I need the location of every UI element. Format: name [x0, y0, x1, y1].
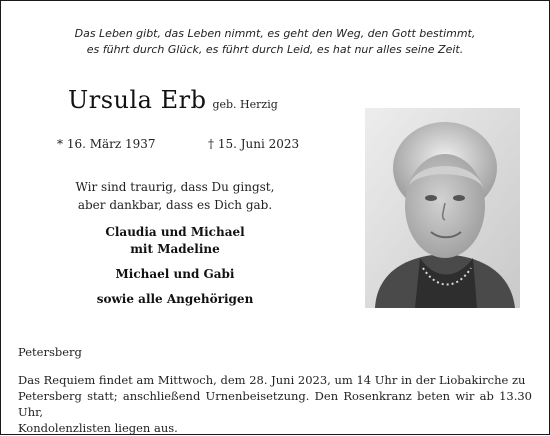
death-date: † 15. Juni 2023	[208, 137, 300, 151]
announcement-line-2: Petersberg statt; anschließend Urnenbeisetzung. Den Rosenkranz beten wir ab 13.30 Uhr,	[18, 389, 532, 419]
birth-date: * 16. März 1937	[57, 137, 156, 151]
mourner-line-1: Claudia und Michael	[105, 225, 245, 239]
announcement-line-3: Kondolenzlisten liegen aus.	[18, 421, 178, 435]
announcement-line-1: Das Requiem findet am Mittwoch, dem 28. Juni 2023, um 14 Uhr in der Liobakirche zu	[18, 373, 526, 387]
motto-line-1: Das Leben gibt, das Leben nimmt, es geht den Weg, den Gott bestimmt,	[74, 27, 476, 40]
mourner-line-3: Michael und Gabi	[115, 267, 235, 281]
motto-line-2: es führt durch Glück, es führt durch Leid, es hat nur alles seine Zeit.	[86, 43, 464, 56]
portrait-photo	[365, 108, 520, 308]
verse	[40, 178, 310, 214]
place: Petersberg	[18, 345, 82, 359]
verse-line-1: Wir sind traurig, dass Du gingst,	[75, 180, 275, 194]
mourners	[40, 224, 310, 308]
deceased-name-row	[68, 86, 278, 114]
motto	[0, 26, 550, 58]
verse-line-2: aber dankbar, dass es Dich gab.	[77, 198, 273, 212]
mourner-line-2: mit Madeline	[130, 242, 220, 256]
mourner-line-4: sowie alle Angehörigen	[96, 292, 254, 306]
maiden-name: geb. Herzig	[212, 98, 278, 111]
announcement	[18, 372, 532, 436]
portrait-icon	[365, 108, 520, 308]
deceased-name: Ursula Erb	[68, 86, 207, 114]
